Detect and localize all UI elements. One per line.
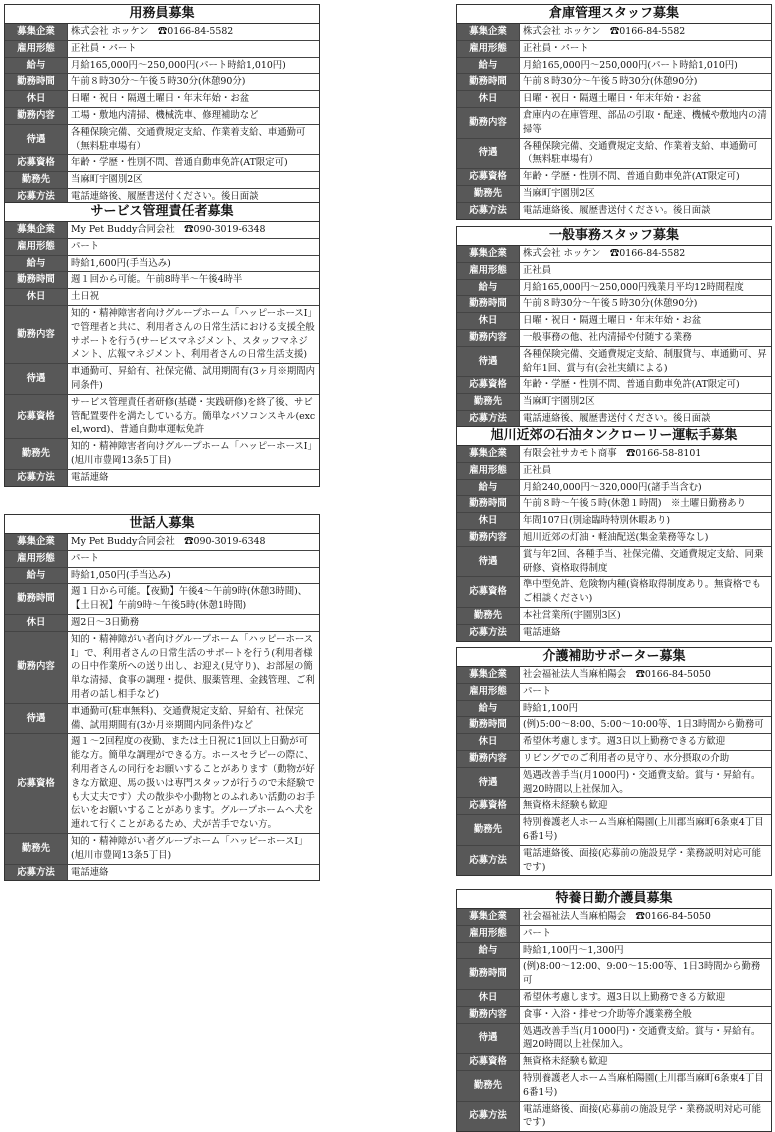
field-label: 勤務時間	[457, 74, 520, 91]
field-value: パート	[68, 550, 320, 567]
field-label: 雇用形態	[457, 683, 520, 700]
field-value: My Pet Buddy合同会社 ☎090-3019-6348	[68, 222, 320, 238]
detail-row-duties	[5, 305, 319, 363]
field-label: 勤務時間	[5, 272, 68, 289]
detail-row-duties	[457, 1006, 771, 1023]
field-value: サービス管理責任者研修(基礎・実践研修)を終了後、サビ管配置要件を満たしている方。簡単なパソコンスキル(excel,word)、普通自動車運転免許	[68, 394, 320, 438]
field-value: 週１回から可能。午前8時半〜午後4時半	[68, 272, 320, 289]
field-label: 給与	[457, 57, 520, 74]
detail-row-apply	[5, 469, 319, 485]
job-details-table	[457, 446, 771, 641]
field-value: 正社員	[520, 462, 772, 479]
field-value: 株式会社 ホッケン ☎0166-84-5582	[68, 24, 320, 40]
detail-row-qualifications	[5, 155, 319, 172]
field-value: 日曜・祝日・隔週土曜日・年末年始・お盆	[68, 91, 320, 108]
field-value: My Pet Buddy合同会社 ☎090-3019-6348	[68, 534, 320, 550]
field-value: 月給165,000円〜250,000円(パート時給1,010円)	[68, 57, 320, 74]
detail-row-holidays	[457, 91, 771, 108]
detail-row-employment	[457, 683, 771, 700]
field-value: 一般事務の他、社内清掃や付随する業務	[520, 329, 772, 346]
detail-row-holidays	[457, 734, 771, 751]
detail-row-company	[457, 667, 771, 683]
detail-row-duties	[457, 529, 771, 546]
field-value: 工場・敷地内清掃、機械洗車、修理補助など	[68, 107, 320, 124]
detail-row-company	[457, 909, 771, 925]
detail-row-duties	[5, 107, 319, 124]
job-title: 一般事務スタッフ募集	[457, 227, 771, 246]
job-title: 介護補助サポーター募集	[457, 648, 771, 667]
field-value: 各種保険完備、交通費規定支給、制服貸与、車通勤可、昇給年1回、賞与有(会社実績による)	[520, 346, 772, 377]
detail-row-holidays	[5, 91, 319, 108]
job-details-table	[5, 24, 319, 205]
field-value: 電話連絡	[68, 864, 320, 880]
detail-row-holidays	[457, 989, 771, 1006]
detail-row-employment	[457, 925, 771, 942]
job-details-table	[5, 534, 319, 880]
field-value: 車通勤可、昇給有、社保完備、試用期間有(3ヶ月※期間内同条件)	[68, 364, 320, 395]
detail-row-salary	[457, 279, 771, 296]
detail-row-workplace	[457, 185, 771, 202]
field-label: 給与	[457, 700, 520, 717]
field-label: 給与	[5, 57, 68, 74]
field-label: 応募資格	[457, 798, 520, 815]
field-value: リビングでのご利用者の見守り、水分摂取の介助	[520, 750, 772, 767]
field-value: 処遇改善手当(月1000円)・交通費支給。賞与・昇給有。週20時間以上社保加入。	[520, 1023, 772, 1054]
field-value: 電話連絡後、履歴書送付ください。後日面談	[68, 188, 320, 204]
field-label: 応募方法	[457, 624, 520, 640]
field-label: 応募資格	[457, 377, 520, 394]
field-value: 時給1,050円(手当込み)	[68, 567, 320, 584]
field-label: 雇用形態	[5, 550, 68, 567]
field-value: 特別養護老人ホーム当麻柏陽園(上川郡当麻町6条東4丁目6番1号)	[520, 815, 772, 846]
field-value: 知的・精神障害者向けグループホーム「ハッピーホースⅠ」で管理者と共に、利用者さんの日常生活における支援全般サポートを行う(サービスマネジメント、スタッフマネジメント、広報マネジメント、利用者さんの日常生活支援)	[68, 305, 320, 363]
detail-row-benefits	[5, 124, 319, 155]
field-value: 週１〜2回程度の夜勤、または土日祝に1回以上日勤が可能な方。簡単な調理ができる方。ホースセラピーの際に、利用者さんの同行をお願いすることがあります（動物が好きな方歓迎、馬の扱いは専門スタッフが行うので未経験でも大丈夫です）犬の散歩や小動物とのふれあい活動のお手伝いをお願いすることがあります。グループホームへ犬を連れて行くことがあるため、犬が苦手でない方。	[68, 734, 320, 834]
job-listing	[4, 514, 320, 881]
field-value: 時給1,100円	[520, 700, 772, 717]
field-label: 待遇	[457, 138, 520, 169]
field-value: 株式会社 ホッケン ☎0166-84-5582	[520, 246, 772, 262]
field-label: 応募資格	[5, 155, 68, 172]
job-title: 特養日勤介護員募集	[457, 890, 771, 909]
field-label: 雇用形態	[5, 40, 68, 57]
field-value: 月給240,000円〜320,000円(諸手当含む)	[520, 479, 772, 496]
detail-row-workplace	[457, 394, 771, 411]
field-label: 勤務先	[457, 815, 520, 846]
field-value: 賞与年2回、各種手当、社保完備、交通費規定支給、同乗研修、資格取得制度	[520, 546, 772, 577]
field-label: 応募方法	[5, 188, 68, 204]
field-label: 勤務先	[5, 833, 68, 864]
detail-row-salary	[457, 479, 771, 496]
field-value: 午前８時30分〜午後５時30分(休憩90分)	[520, 74, 772, 91]
detail-row-employment	[457, 40, 771, 57]
field-value: 電話連絡後、履歴書送付ください。後日面談	[520, 202, 772, 218]
field-value: 希望休考慮します。週3日以上勤務できる方歓迎	[520, 734, 772, 751]
field-value: 電話連絡	[520, 624, 772, 640]
field-value: 日曜・祝日・隔週土曜日・年末年始・お盆	[520, 91, 772, 108]
detail-row-hours	[5, 272, 319, 289]
field-label: 雇用形態	[457, 462, 520, 479]
field-label: 勤務時間	[5, 584, 68, 615]
field-value: 週１日から可能。【夜勤】午後4〜午前9時(休憩3時間)、【土日祝】午前9時〜午後5時(休憩1時間)	[68, 584, 320, 615]
detail-row-benefits	[457, 767, 771, 798]
field-label: 応募資格	[457, 1054, 520, 1071]
field-label: 待遇	[5, 703, 68, 734]
job-title: 世話人募集	[5, 515, 319, 534]
field-value: パート	[68, 238, 320, 255]
job-details-table	[5, 222, 319, 486]
field-label: 勤務先	[5, 172, 68, 189]
field-label: 応募資格	[457, 577, 520, 608]
detail-row-salary	[457, 57, 771, 74]
detail-row-hours	[457, 496, 771, 513]
field-value: 年齢・学歴・性別不問、普通自動車免許(AT限定可)	[68, 155, 320, 172]
detail-row-employment	[5, 40, 319, 57]
field-label: 募集企業	[457, 24, 520, 40]
detail-row-salary	[457, 942, 771, 959]
field-label: 待遇	[5, 124, 68, 155]
detail-row-salary	[5, 255, 319, 272]
field-label: 応募方法	[457, 202, 520, 218]
field-label: 募集企業	[5, 222, 68, 238]
field-label: 給与	[457, 279, 520, 296]
job-details-table	[457, 246, 771, 427]
field-label: 勤務先	[457, 607, 520, 624]
field-label: 待遇	[457, 546, 520, 577]
field-value: 正社員	[520, 262, 772, 279]
field-label: 応募方法	[457, 410, 520, 426]
field-label: 雇用形態	[457, 40, 520, 57]
field-value: 無資格未経験も歓迎	[520, 798, 772, 815]
field-label: 応募方法	[5, 864, 68, 880]
field-label: 募集企業	[5, 534, 68, 550]
detail-row-holidays	[5, 614, 319, 631]
field-value: パート	[520, 925, 772, 942]
job-title: 用務員募集	[5, 5, 319, 24]
job-listing	[456, 889, 772, 1132]
detail-row-workplace	[457, 815, 771, 846]
detail-row-duties	[457, 329, 771, 346]
field-label: 雇用形態	[5, 238, 68, 255]
field-label: 雇用形態	[457, 925, 520, 942]
detail-row-holidays	[457, 313, 771, 330]
field-value: 準中型免許、危険物内種(資格取得制度あり。無資格でもご相談ください)	[520, 577, 772, 608]
field-label: 雇用形態	[457, 262, 520, 279]
field-label: 勤務先	[457, 185, 520, 202]
job-listing	[456, 647, 772, 876]
detail-row-qualifications	[457, 798, 771, 815]
field-value: 食事・入浴・排せつ介助等介護業務全般	[520, 1006, 772, 1023]
field-value: 株式会社 ホッケン ☎0166-84-5582	[520, 24, 772, 40]
job-details-table	[457, 909, 771, 1131]
field-value: 午前８時30分〜午後５時30分(休憩90分)	[68, 74, 320, 91]
detail-row-company	[457, 24, 771, 40]
detail-row-benefits	[5, 364, 319, 395]
detail-row-qualifications	[457, 377, 771, 394]
field-value: 当麻町宇園別2区	[520, 394, 772, 411]
field-label: 募集企業	[457, 246, 520, 262]
detail-row-company	[457, 446, 771, 462]
detail-row-workplace	[457, 607, 771, 624]
field-value: 社会福祉法人当麻柏陽会 ☎0166-84-5050	[520, 909, 772, 925]
detail-row-employment	[457, 262, 771, 279]
field-value: 当麻町宇園別2区	[68, 172, 320, 189]
field-value: 知的・精神障がい者グループホーム「ハッピーホースⅠ」(旭川市豊岡13条5丁目)	[68, 833, 320, 864]
field-value: 時給1,600円(手当込み)	[68, 255, 320, 272]
detail-row-apply	[457, 202, 771, 218]
field-value: 希望休考慮します。週3日以上勤務できる方歓迎	[520, 989, 772, 1006]
field-label: 勤務内容	[457, 329, 520, 346]
detail-row-workplace	[457, 1070, 771, 1101]
field-value: 倉庫内の在庫管理、部品の引取・配達、機械や敷地内の清掃等	[520, 107, 772, 138]
field-label: 応募方法	[457, 1101, 520, 1131]
field-label: 勤務内容	[5, 107, 68, 124]
detail-row-company	[5, 534, 319, 550]
detail-row-hours	[457, 959, 771, 990]
detail-row-hours	[5, 74, 319, 91]
detail-row-company	[5, 222, 319, 238]
detail-row-benefits	[457, 346, 771, 377]
field-label: 休日	[5, 289, 68, 306]
field-label: 給与	[457, 942, 520, 959]
field-value: 車通勤可(駐車無料)、交通費規定支給、昇給有、社保完備、試用期間有(3か月※期間内同条件)など	[68, 703, 320, 734]
field-label: 勤務内容	[5, 305, 68, 363]
field-label: 勤務時間	[457, 296, 520, 313]
field-value: 処遇改善手当(月1000円)・交通費支給。賞与・昇給有。週20時間以上社保加入。	[520, 767, 772, 798]
field-value: 各種保険完備、交通費規定支給、作業着支給、車通勤可（無料駐車場有）	[520, 138, 772, 169]
field-label: 給与	[457, 479, 520, 496]
detail-row-employment	[5, 550, 319, 567]
field-label: 勤務時間	[457, 717, 520, 734]
field-label: 給与	[5, 567, 68, 584]
detail-row-company	[5, 24, 319, 40]
detail-row-workplace	[5, 439, 319, 470]
detail-row-hours	[457, 296, 771, 313]
detail-row-benefits	[457, 546, 771, 577]
field-label: 勤務内容	[5, 631, 68, 703]
field-label: 勤務時間	[457, 959, 520, 990]
detail-row-benefits	[457, 1023, 771, 1054]
field-value: 無資格未経験も歓迎	[520, 1054, 772, 1071]
field-value: 週2日〜3日勤務	[68, 614, 320, 631]
job-title: 旭川近郊の石油タンクローリー運転手募集	[457, 427, 771, 446]
field-value: 特別養護老人ホーム当麻柏陽園(上川郡当麻町6条東4丁目6番1号)	[520, 1070, 772, 1101]
field-label: 休日	[457, 734, 520, 751]
field-label: 応募資格	[457, 169, 520, 186]
detail-row-apply	[457, 1101, 771, 1131]
detail-row-apply	[457, 410, 771, 426]
job-listing	[456, 4, 772, 220]
field-value: 有限会社サカモト商事 ☎0166-58-8101	[520, 446, 772, 462]
field-value: 土日祝	[68, 289, 320, 306]
field-label: 応募資格	[5, 394, 68, 438]
field-label: 勤務内容	[457, 107, 520, 138]
detail-row-hours	[457, 74, 771, 91]
field-label: 勤務先	[5, 439, 68, 470]
field-value: 電話連絡	[68, 469, 320, 485]
job-listing	[456, 426, 772, 642]
detail-row-benefits	[457, 138, 771, 169]
field-label: 待遇	[457, 346, 520, 377]
field-value: 電話連絡後、面接(応募前の施設見学・業務説明対応可能です)	[520, 845, 772, 875]
job-listing	[4, 4, 320, 206]
field-label: 待遇	[457, 767, 520, 798]
field-label: 勤務内容	[457, 1006, 520, 1023]
detail-row-benefits	[5, 703, 319, 734]
field-label: 勤務先	[457, 394, 520, 411]
job-listing	[456, 226, 772, 428]
field-label: 募集企業	[5, 24, 68, 40]
detail-row-salary	[5, 567, 319, 584]
field-value: 本社営業所(宇園別3区)	[520, 607, 772, 624]
detail-row-qualifications	[457, 1054, 771, 1071]
field-label: 応募方法	[5, 469, 68, 485]
detail-row-apply	[457, 624, 771, 640]
field-label: 募集企業	[457, 909, 520, 925]
job-details-table	[457, 667, 771, 875]
field-label: 勤務先	[457, 1070, 520, 1101]
field-label: 勤務時間	[457, 496, 520, 513]
field-value: 午前８時〜午後５時(休憩１時間) ※土曜日勤務あり	[520, 496, 772, 513]
field-label: 休日	[457, 989, 520, 1006]
field-value: 電話連絡後、履歴書送付ください。後日面談	[520, 410, 772, 426]
detail-row-hours	[457, 717, 771, 734]
field-label: 休日	[5, 91, 68, 108]
detail-row-apply	[5, 864, 319, 880]
field-label: 給与	[5, 255, 68, 272]
field-value: 日曜・祝日・隔週土曜日・年末年始・お盆	[520, 313, 772, 330]
detail-row-salary	[457, 700, 771, 717]
detail-row-qualifications	[5, 734, 319, 834]
field-label: 応募資格	[5, 734, 68, 834]
field-label: 勤務内容	[457, 529, 520, 546]
detail-row-salary	[5, 57, 319, 74]
detail-row-duties	[457, 750, 771, 767]
detail-row-hours	[5, 584, 319, 615]
job-title: サービス管理責任者募集	[5, 203, 319, 222]
field-label: 募集企業	[457, 667, 520, 683]
field-value: 月給165,000円〜250,000円残業月平均12時間程度	[520, 279, 772, 296]
field-value: 午前８時30分〜午後５時30分(休憩90分)	[520, 296, 772, 313]
field-value: 社会福祉法人当麻柏陽会 ☎0166-84-5050	[520, 667, 772, 683]
detail-row-holidays	[5, 289, 319, 306]
field-value: 旭川近郊の灯油・軽油配送(集金業務等なし)	[520, 529, 772, 546]
detail-row-employment	[5, 238, 319, 255]
field-value: 正社員・パート	[520, 40, 772, 57]
field-label: 休日	[457, 313, 520, 330]
job-details-table	[457, 24, 771, 219]
field-value: パート	[520, 683, 772, 700]
field-value: 年齢・学歴・性別不問、普通自動車免許(AT限定可)	[520, 377, 772, 394]
detail-row-duties	[457, 107, 771, 138]
detail-row-apply	[457, 845, 771, 875]
field-value: 知的・精神障がい者向けグループホーム「ハッピーホースⅠ」で、利用者さんの日常生活のサポートを行う(利用者様の日中作業所への送り出し、お迎え(見守り)、お部屋の簡単な清掃、食事の調理・提供、服薬管理、金銭管理、ご利用者の話し相手など)	[68, 631, 320, 703]
detail-row-qualifications	[457, 169, 771, 186]
field-value: 各種保険完備、交通費規定支給、作業着支給、車通勤可（無料駐車場有）	[68, 124, 320, 155]
detail-row-workplace	[5, 833, 319, 864]
field-value: (例)8:00〜12:00、9:00〜15:00等、1日3時間から勤務可	[520, 959, 772, 990]
field-label: 待遇	[5, 364, 68, 395]
field-value: (例)5:00〜8:00、5:00〜10:00等、1日3時間から勤務可	[520, 717, 772, 734]
detail-row-workplace	[5, 172, 319, 189]
field-value: 正社員・パート	[68, 40, 320, 57]
field-value: 年間107日(別途臨時特別休暇あり)	[520, 513, 772, 530]
field-label: 応募方法	[457, 845, 520, 875]
field-label: 勤務内容	[457, 750, 520, 767]
detail-row-duties	[5, 631, 319, 703]
job-title: 倉庫管理スタッフ募集	[457, 5, 771, 24]
detail-row-qualifications	[457, 577, 771, 608]
field-label: 休日	[5, 614, 68, 631]
field-value: 月給165,000円〜250,000円(パート時給1,010円)	[520, 57, 772, 74]
field-value: 電話連絡後、面接(応募前の施設見学・業務説明対応可能です)	[520, 1101, 772, 1131]
field-value: 年齢・学歴・性別不問、普通自動車免許(AT限定可)	[520, 169, 772, 186]
field-value: 知的・精神障害者向けグループホーム「ハッピーホースⅠ」(旭川市豊岡13条5丁目)	[68, 439, 320, 470]
field-label: 勤務時間	[5, 74, 68, 91]
field-label: 募集企業	[457, 446, 520, 462]
field-value: 当麻町宇園別2区	[520, 185, 772, 202]
detail-row-qualifications	[5, 394, 319, 438]
field-label: 待遇	[457, 1023, 520, 1054]
detail-row-holidays	[457, 513, 771, 530]
field-label: 休日	[457, 513, 520, 530]
detail-row-company	[457, 246, 771, 262]
job-listing	[4, 202, 320, 487]
detail-row-employment	[457, 462, 771, 479]
field-label: 休日	[457, 91, 520, 108]
field-value: 時給1,100円〜1,300円	[520, 942, 772, 959]
